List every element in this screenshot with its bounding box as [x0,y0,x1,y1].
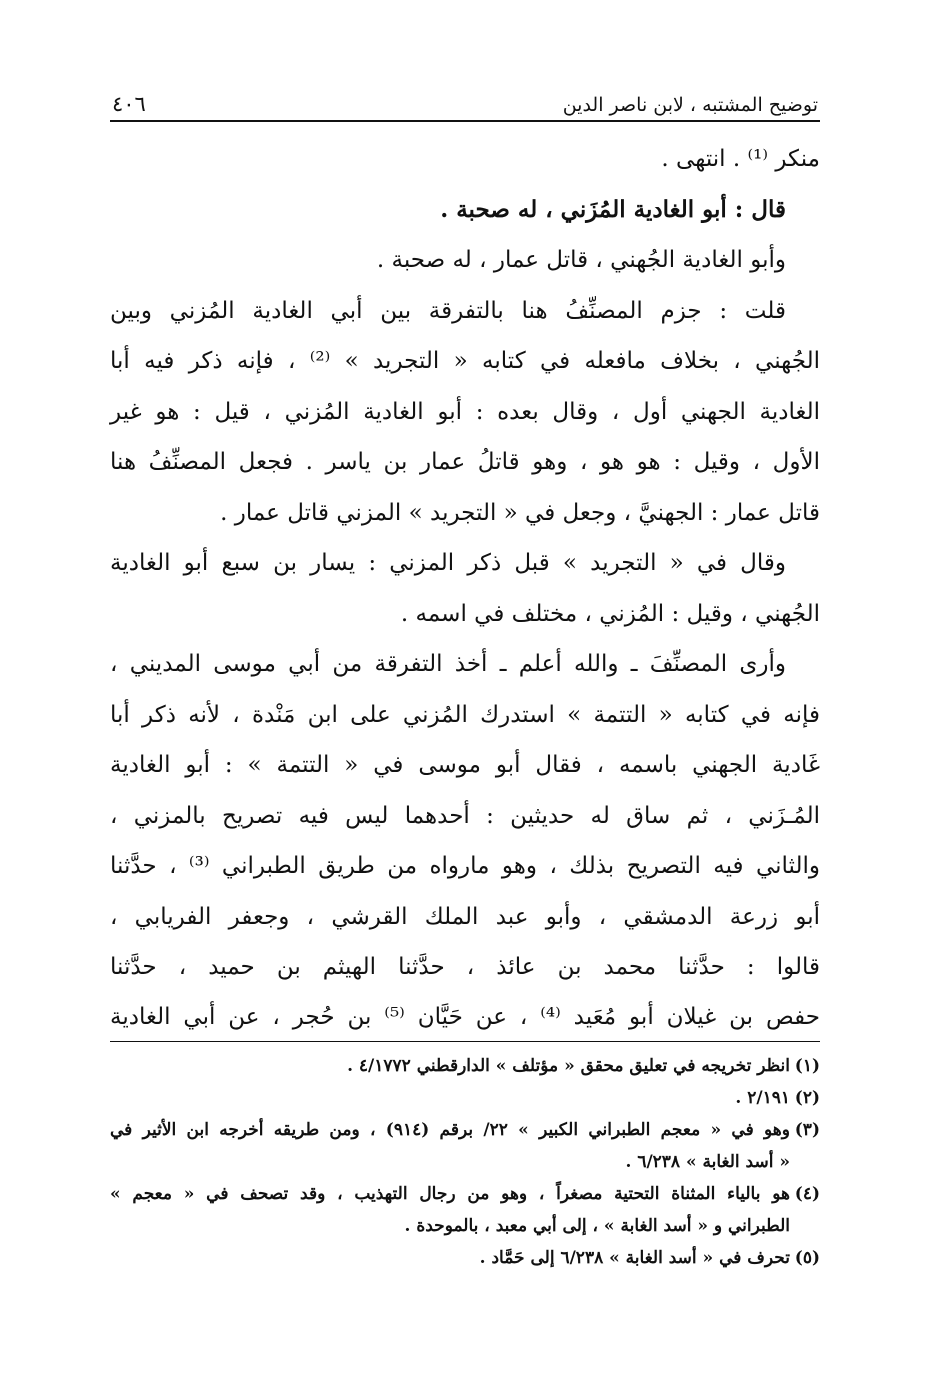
footnote-line [110,1178,820,1210]
footnote-text: هو بالياء المثناة التحتية مصغراً ، وهو من رجال التهذيب ، وقد تصحف في « معجم » [110,1183,790,1204]
text-line: غَادية الجهني باسمه ، فقال أبو موسى في « التتمة » : أبو الغادية [110,752,820,778]
footnote-mark: (٢) [794,1087,820,1108]
main-text [110,134,820,1042]
running-title: توضيح المشتبه ، لابن ناصر الدين [562,94,818,116]
footnote-text: « أسد الغابة » ٦/٢٣٨ . [625,1151,790,1172]
footnote-line [110,1242,820,1274]
text-line: الجُهني ، وقيل : المُزني ، مختلف في اسمه . [400,600,820,627]
footnote-text: انظر تخريجه في تعليق محقق « مؤتلف » الدارقطني ٤/١٧٧٢ . [347,1055,790,1076]
text-line: وأبو الغادية الجُهني ، قاتل عمار ، له صحبة . [376,247,786,273]
footnote-text: وهو في « معجم الطبراني الكبير » ٢٢/ برقم (٩١٤) ، ومن طريقه أخرجه ابن الأثير في [110,1119,790,1140]
footnote-text: الطبراني و « أسد الغابة » ، إلى أبي معبد ، بالموحدة . [404,1215,790,1236]
footnote-mark: (٣) [794,1119,820,1140]
text-line: منكر ⁽¹⁾ . انتهى . [661,146,820,172]
footnote-line [110,1210,820,1242]
footnote-line [110,1050,820,1082]
text-line: والثاني فيه التصريح بذلك ، وهو مارواه من طريق الطبراني ⁽³⁾ ، حدَّثنا [110,853,820,879]
footnote-line [110,1114,820,1146]
footnote-mark: (٤) [794,1183,820,1204]
text-line: المُـزَني ، ثم ساق له حديثين : أحدهما ليس فيه تصريح بالمزني ، [110,802,820,829]
footnotes [110,1050,820,1274]
text-line: الغادية الجهني أول ، وقال بعده : أبو الغادية المُزني ، قيل : هو غير [110,398,820,425]
footnote-line [110,1082,820,1114]
text-line: أبو زرعة الدمشقي ، وأبو عبد الملك القرشي ، وجعفر الفريابي ، [110,903,820,930]
text-line: الجُهني ، بخلاف مافعله في كتابه « التجريد » ⁽²⁾ ، فإنه ذكر فيه أبا [110,348,821,374]
footnote-text: ٢/١٩١ . [735,1087,790,1108]
text-line: قاتل عمار : الجهنيَّ ، وجعل في « التجريد » المزني قاتل عمار . [220,499,820,526]
footnote-mark: (٥) [794,1247,820,1268]
text-line: حفص بن غيلان أبو مُعَيد ⁽⁴⁾ ، عن حَيَّان ⁽⁵⁾ بن حُجر ، عن أبي الغادية [110,993,820,1042]
page-number: ٤٠٦ [112,92,146,116]
page-header [110,86,820,122]
footnote-text: تحرف في « أسد الغابة » ٦/٢٣٨ إلى حَمَّاد . [479,1247,790,1268]
book-page [110,86,820,1346]
text-line: وأرى المصنِّفَ ـ والله أعلم ـ أخذ التفرقة من أبي موسى المديني ، [110,651,786,677]
text-line: فإنه في كتابه « التتمة » استدرك المُزني على ابن مَنْدة ، لأنه ذكر أبا [110,701,820,728]
text-line: قال : أبو الغادية المُزَني ، له صحبة . [440,195,786,223]
text-line: قلت : جزم المصنِّفُ هنا بالتفرقة بين أبي الغادية المُزني وبين [110,297,786,324]
text-line: وقال في « التجريد » قبل ذكر المزني : يسار بن سبع أبو الغادية [110,550,786,576]
text-line: قالوا : حدَّثنا محمد بن عائذ ، حدَّثنا الهيثم بن حميد ، حدَّثنا [110,954,820,980]
footnote-mark: (١) [794,1055,820,1076]
text-line: الأول ، وقيل : هو هو ، وهو قاتلُ عمار بن ياسر . فجعل المصنِّفُ هنا [110,449,820,475]
footnote-line [110,1146,820,1178]
